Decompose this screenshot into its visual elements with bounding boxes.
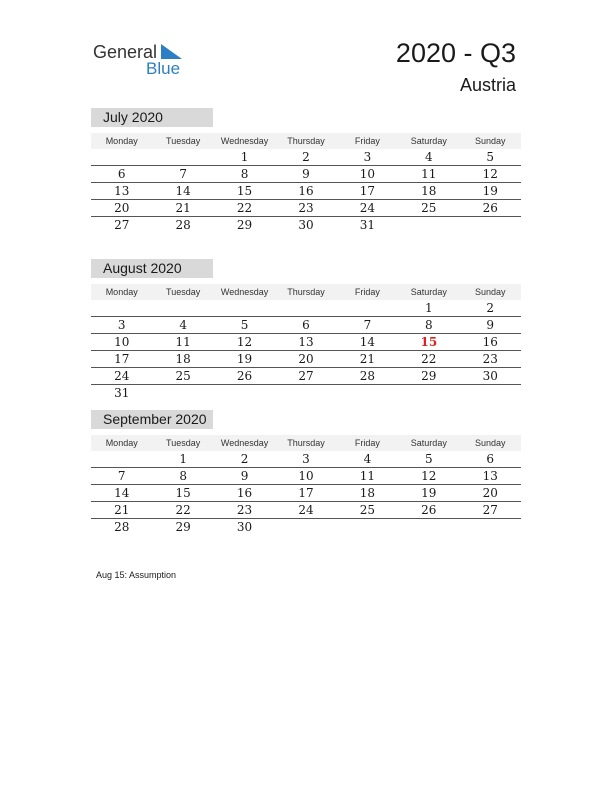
day-cell: 28: [359, 369, 376, 383]
day-cell: 25: [359, 503, 376, 517]
day-cell: [337, 519, 398, 535]
weekday-header: Thursday: [287, 136, 325, 146]
day-cell: 3: [302, 452, 310, 466]
week-row: [91, 385, 521, 401]
weekday-header: Tuesday: [166, 136, 201, 146]
day-cell: 9: [486, 318, 495, 332]
weekday-header: Tuesday: [166, 438, 201, 448]
day-cell: 3: [117, 318, 126, 332]
day-cell: 13: [298, 335, 314, 349]
day-cell: 3: [363, 150, 372, 164]
day-cell: [275, 385, 336, 401]
day-cell: 8: [179, 469, 187, 483]
day-cell: 23: [482, 352, 498, 366]
week-row: [91, 451, 521, 468]
day-cell: 15: [175, 486, 191, 500]
week-row: [91, 183, 521, 200]
day-cell: 29: [175, 520, 191, 534]
day-cell: 15: [236, 184, 253, 198]
week-row: [91, 485, 521, 502]
day-cell: [152, 300, 213, 316]
day-cell: [91, 149, 152, 165]
day-cell: [152, 385, 213, 401]
week-row: [91, 368, 521, 385]
weekday-header: Thursday: [287, 287, 325, 297]
day-cell: 11: [175, 335, 191, 349]
day-cell: 6: [302, 318, 310, 332]
weekday-header: Wednesday: [220, 438, 269, 448]
day-cell: 11: [421, 167, 437, 181]
day-cell: 7: [363, 318, 372, 332]
week-row: [91, 149, 521, 166]
day-cell: 30: [298, 218, 314, 232]
day-cell: 31: [114, 386, 130, 400]
day-cell: 25: [421, 201, 437, 215]
month-july: [91, 108, 521, 233]
day-cell: 24: [359, 201, 376, 215]
day-cell: 4: [425, 150, 433, 164]
generalblue-logo: [93, 40, 193, 80]
day-cell: 21: [175, 201, 191, 215]
month-grid: [91, 435, 521, 535]
week-row: [91, 300, 521, 317]
day-cell: [337, 300, 398, 316]
day-cell: 18: [359, 486, 376, 500]
day-cell: 19: [236, 352, 253, 366]
weekday-header: Friday: [354, 287, 380, 297]
weekday-header: Tuesday: [166, 287, 201, 297]
day-cell: 20: [114, 201, 130, 215]
weekday-header: Saturday: [410, 136, 447, 146]
day-cell: 26: [482, 201, 498, 215]
day-cell: 30: [236, 520, 253, 534]
weekday-header: Saturday: [410, 438, 447, 448]
weekday-header-row: [91, 284, 521, 300]
day-cell: 12: [482, 167, 498, 181]
day-cell: 23: [236, 503, 253, 517]
day-cell: 14: [359, 335, 376, 349]
day-cell: 18: [175, 352, 191, 366]
day-cell: 23: [298, 201, 314, 215]
day-cell: 19: [482, 184, 498, 198]
day-cell: 9: [240, 469, 249, 483]
logo-text-blue: Blue: [146, 59, 181, 78]
day-cell: 24: [298, 503, 314, 517]
week-row: [91, 200, 521, 217]
holiday-day-cell: 15: [420, 335, 438, 349]
day-cell: 7: [117, 469, 126, 483]
day-cell: 2: [302, 150, 310, 164]
day-cell: 2: [240, 452, 249, 466]
month-grid: [91, 133, 521, 233]
week-row: [91, 166, 521, 183]
day-cell: 20: [298, 352, 314, 366]
day-cell: 4: [179, 318, 187, 332]
day-cell: 10: [359, 167, 376, 181]
day-cell: 1: [425, 301, 433, 315]
day-cell: 1: [240, 150, 249, 164]
day-cell: 25: [175, 369, 191, 383]
day-cell: 26: [421, 503, 437, 517]
day-cell: 6: [117, 167, 126, 181]
day-cell: 13: [482, 469, 498, 483]
day-cell: 17: [298, 486, 314, 500]
weekday-header: Monday: [105, 438, 138, 448]
day-cell: 14: [114, 486, 130, 500]
day-cell: 27: [114, 218, 130, 232]
day-cell: 20: [482, 486, 498, 500]
page-title: 2020 - Q3: [395, 38, 516, 68]
day-cell: 16: [236, 486, 253, 500]
day-cell: [91, 300, 152, 316]
day-cell: 8: [240, 167, 249, 181]
week-row: [91, 502, 521, 519]
day-cell: [398, 519, 459, 535]
month-label: August 2020: [91, 259, 213, 278]
day-cell: 28: [114, 520, 130, 534]
weekday-header-row: [91, 435, 521, 451]
day-cell: 19: [421, 486, 437, 500]
week-row: [91, 519, 521, 535]
day-cell: 29: [421, 369, 437, 383]
day-cell: [398, 385, 459, 401]
day-cell: 26: [236, 369, 253, 383]
day-cell: [398, 217, 459, 233]
day-cell: 4: [363, 452, 372, 466]
day-cell: 5: [425, 452, 433, 466]
weekday-header: Wednesday: [220, 287, 269, 297]
day-cell: 24: [114, 369, 130, 383]
day-cell: 9: [302, 167, 310, 181]
day-cell: 11: [359, 469, 376, 483]
day-cell: 16: [298, 184, 314, 198]
day-cell: 7: [179, 167, 187, 181]
day-cell: [460, 217, 521, 233]
country-name: Austria: [459, 75, 516, 95]
weekday-header: Sunday: [474, 287, 506, 297]
day-cell: 2: [486, 301, 495, 315]
day-cell: 6: [486, 452, 495, 466]
month-september: [91, 410, 521, 535]
week-row: [91, 351, 521, 368]
month-grid: [91, 284, 521, 401]
day-cell: 27: [482, 503, 498, 517]
day-cell: 27: [298, 369, 314, 383]
day-cell: 21: [114, 503, 130, 517]
month-august: [91, 259, 521, 401]
day-cell: 17: [114, 352, 130, 366]
day-cell: 31: [359, 218, 376, 232]
day-cell: 10: [298, 469, 314, 483]
week-row: [91, 317, 521, 334]
weekday-header-row: [91, 133, 521, 149]
day-cell: 22: [421, 352, 437, 366]
logo-text-general: General: [93, 42, 158, 62]
holiday-note: Aug 15: Assumption: [96, 570, 177, 580]
day-cell: [91, 451, 152, 467]
day-cell: 5: [240, 318, 249, 332]
day-cell: [460, 385, 521, 401]
weekday-header: Monday: [105, 136, 138, 146]
weekday-header: Sunday: [474, 438, 506, 448]
day-cell: 12: [421, 469, 437, 483]
day-cell: [275, 519, 336, 535]
day-cell: 16: [482, 335, 498, 349]
day-cell: [152, 149, 213, 165]
day-cell: [337, 385, 398, 401]
day-cell: [214, 385, 275, 401]
weekday-header: Friday: [354, 136, 380, 146]
day-cell: 12: [236, 335, 253, 349]
week-row: [91, 468, 521, 485]
day-cell: 10: [114, 335, 130, 349]
day-cell: 13: [114, 184, 130, 198]
day-cell: 22: [236, 201, 253, 215]
day-cell: 28: [175, 218, 191, 232]
day-cell: 29: [236, 218, 253, 232]
week-row: [91, 217, 521, 233]
week-row: [91, 334, 521, 351]
weekday-header: Saturday: [410, 287, 447, 297]
day-cell: 8: [425, 318, 433, 332]
weekday-header: Wednesday: [220, 136, 269, 146]
day-cell: [460, 519, 521, 535]
weekday-header: Thursday: [287, 438, 325, 448]
day-cell: 5: [486, 150, 495, 164]
day-cell: [275, 300, 336, 316]
weekday-header: Sunday: [474, 136, 506, 146]
day-cell: 1: [179, 452, 187, 466]
day-cell: 21: [359, 352, 376, 366]
day-cell: 17: [359, 184, 376, 198]
day-cell: 18: [421, 184, 437, 198]
month-label: September 2020: [91, 410, 213, 429]
day-cell: 14: [175, 184, 191, 198]
weekday-header: Friday: [354, 438, 380, 448]
day-cell: 30: [482, 369, 498, 383]
day-cell: 22: [175, 503, 191, 517]
weekday-header: Monday: [105, 287, 138, 297]
day-cell: [214, 300, 275, 316]
month-label: July 2020: [91, 108, 213, 127]
logo-triangle-icon: [161, 44, 183, 60]
